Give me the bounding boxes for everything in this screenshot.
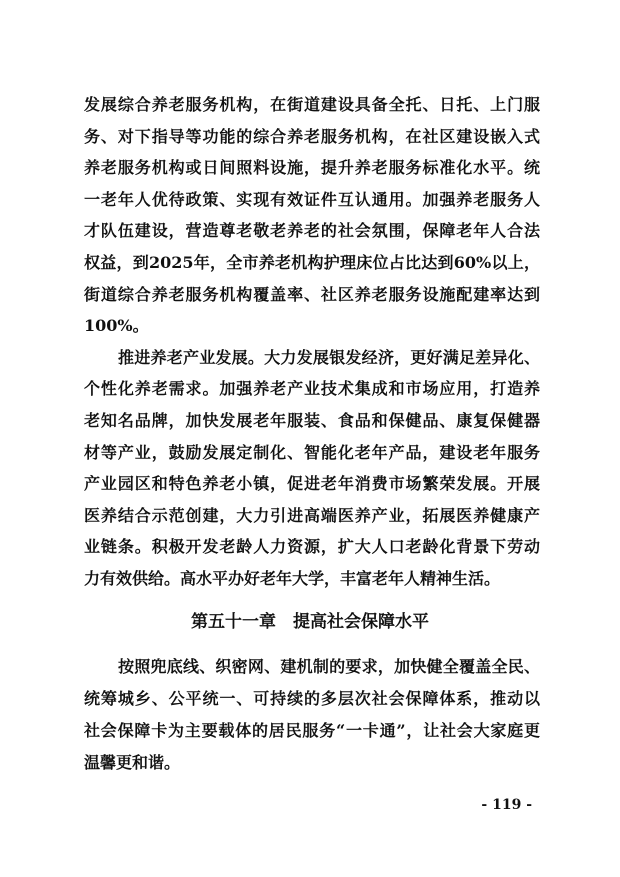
paragraph-social-security (84, 651, 540, 779)
text-line: 产业园区和特色养老小镇，促进老年消费市场繁荣发展。开展 (84, 474, 540, 494)
chapter-heading: 第五十一章 提高社会保障水平 (191, 612, 429, 632)
text-line: 个性化养老需求。加强养老产业技术集成和市场应用，打造养 (84, 379, 540, 399)
text-line: 权益，到2025年，全市养老机构护理床位占比达到60%以上， (84, 252, 540, 272)
paragraph-elderly-services (84, 89, 540, 342)
text-line: 推进养老产业发展。大力发展银发经济，更好满足差异化、 (118, 347, 540, 367)
paragraph-elderly-industry (84, 342, 540, 595)
text-line: 养老服务机构或日间照料设施，提升养老服务标准化水平。统 (84, 158, 540, 178)
text-line: 力有效供给。高水平办好老年大学，丰富老年人精神生活。 (84, 568, 501, 588)
text-line: 医养结合示范创建，大力引进高端医养产业，拓展医养健康产 (84, 505, 540, 525)
text-line: 100%。 (84, 316, 149, 336)
page-number: - 119 - (481, 797, 532, 813)
text-line: 材等产业，鼓励发展定制化、智能化老年产品，建设老年服务 (84, 442, 540, 462)
text-line: 一老年人优待政策、实现有效证件互认通用。加强养老服务人 (84, 189, 540, 209)
text-line: 统筹城乡、公平统一、可持续的多层次社会保障体系，推动以 (84, 689, 540, 708)
body-text (84, 89, 540, 595)
body-text (84, 651, 540, 779)
text-line: 社会保障卡为主要载体的居民服务“一卡通”，让社会大家庭更 (84, 721, 540, 740)
text-line: 发展综合养老服务机构，在街道建设具备全托、日托、上门服 (84, 95, 540, 114)
text-line: 才队伍建设，营造尊老敬老养老的社会氛围，保障老年人合法 (84, 221, 540, 241)
text-line: 业链条。积极开发老龄人力资源，扩大人口老龄化背景下劳动 (84, 537, 540, 557)
text-line: 街道综合养老服务机构覆盖率、社区养老服务设施配建率达到 (84, 284, 540, 304)
text-line: 老知名品牌，加快发展老年服装、食品和保健品、康复保健器 (84, 410, 540, 430)
text-line: 按照兜底线、织密网、建机制的要求，加快健全覆盖全民、 (118, 657, 540, 676)
text-line: 温馨更和谐。 (84, 753, 181, 772)
text-line: 务、对下指导等功能的综合养老服务机构，在社区建设嵌入式 (84, 126, 540, 146)
